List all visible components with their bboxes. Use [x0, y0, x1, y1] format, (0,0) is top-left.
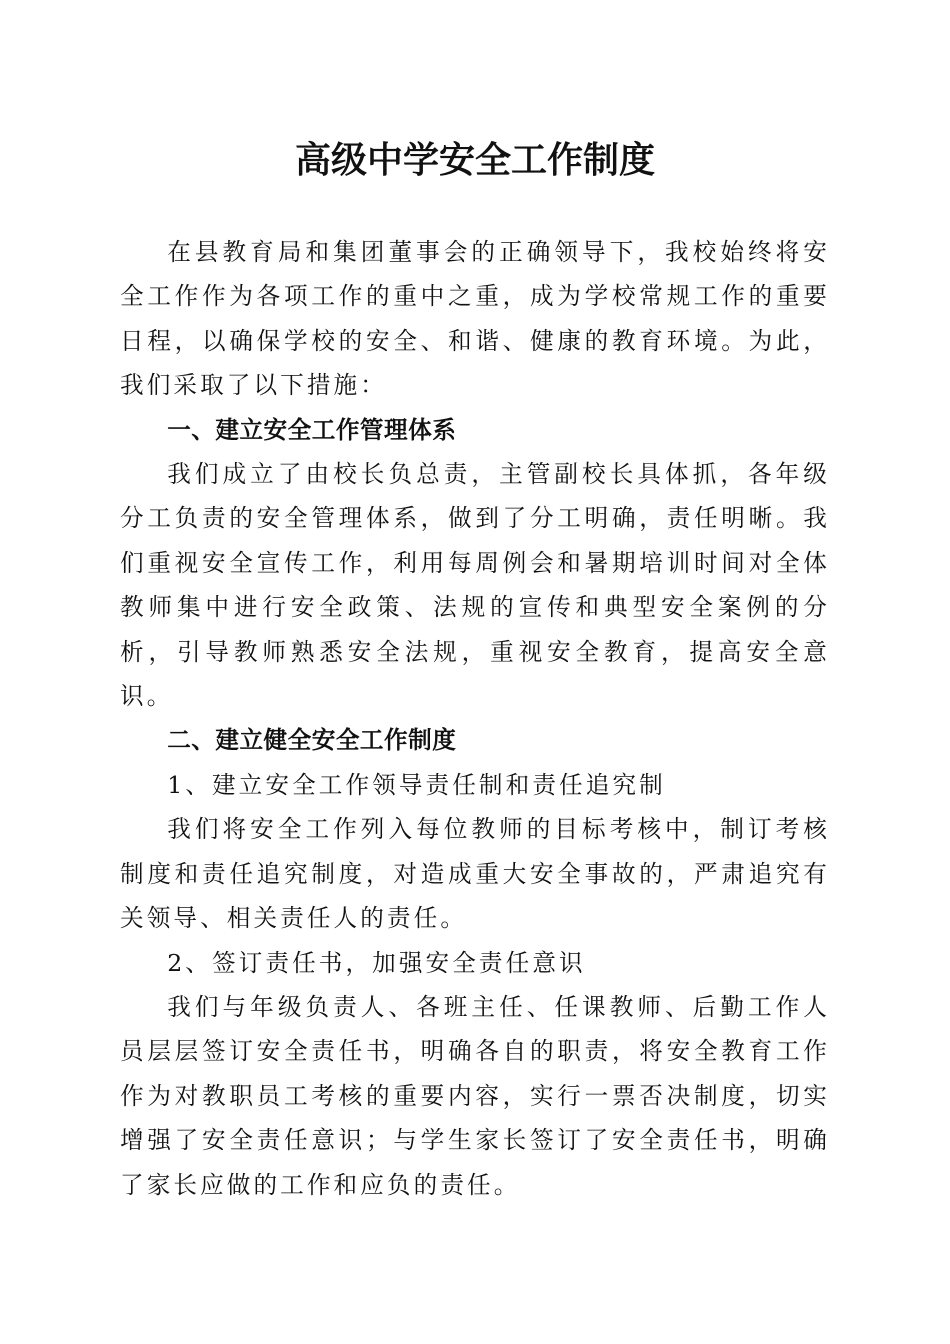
section-1-paragraph: 我们成立了由校长负总责，主管副校长具体抓，各年级分工负责的安全管理体系，做到了分工明确，责任明晰。我们重视安全宣传工作，利用每周例会和暑期培训时间对全体教师集中进行安全政策、法规的宣传和典型安全案例的分析，引导教师熟悉安全法规，重视安全教育，提高安全意识。 — [120, 460, 830, 711]
document-title: 高级中学安全工作制度 — [294, 139, 655, 181]
subsection-2-title: 2、签订责任书，加强安全责任意识 — [167, 948, 586, 977]
section-heading-2: 二、建立健全安全工作制度 — [167, 726, 457, 755]
intro-paragraph: 在县教育局和集团董事会的正确领导下，我校始终将安全工作作为各项工作的重中之重，成为学校常规工作的重要日程，以确保学校的安全、和谐、健康的教育环境。为此，我们采取了以下措施： — [120, 238, 830, 400]
subsection-1-title: 1、建立安全工作领导责任制和责任追究制 — [167, 770, 666, 799]
subsection-1-paragraph: 我们将安全工作列入每位教师的目标考核中，制订考核制度和责任追究制度，对造成重大安全事故的，严肃追究有关领导、相关责任人的责任。 — [120, 815, 830, 933]
section-heading-1: 一、建立安全工作管理体系 — [167, 415, 457, 444]
subsection-2-paragraph: 我们与年级负责人、各班主任、任课教师、后勤工作人员层层签订安全责任书，明确各自的职责，将安全教育工作作为对教职员工考核的重要内容，实行一票否决制度，切实增强了安全责任意识；与学生家长签订了安全责任书，明确了家长应做的工作和应负的责任。 — [120, 992, 830, 1199]
document-body — [120, 230, 830, 1207]
